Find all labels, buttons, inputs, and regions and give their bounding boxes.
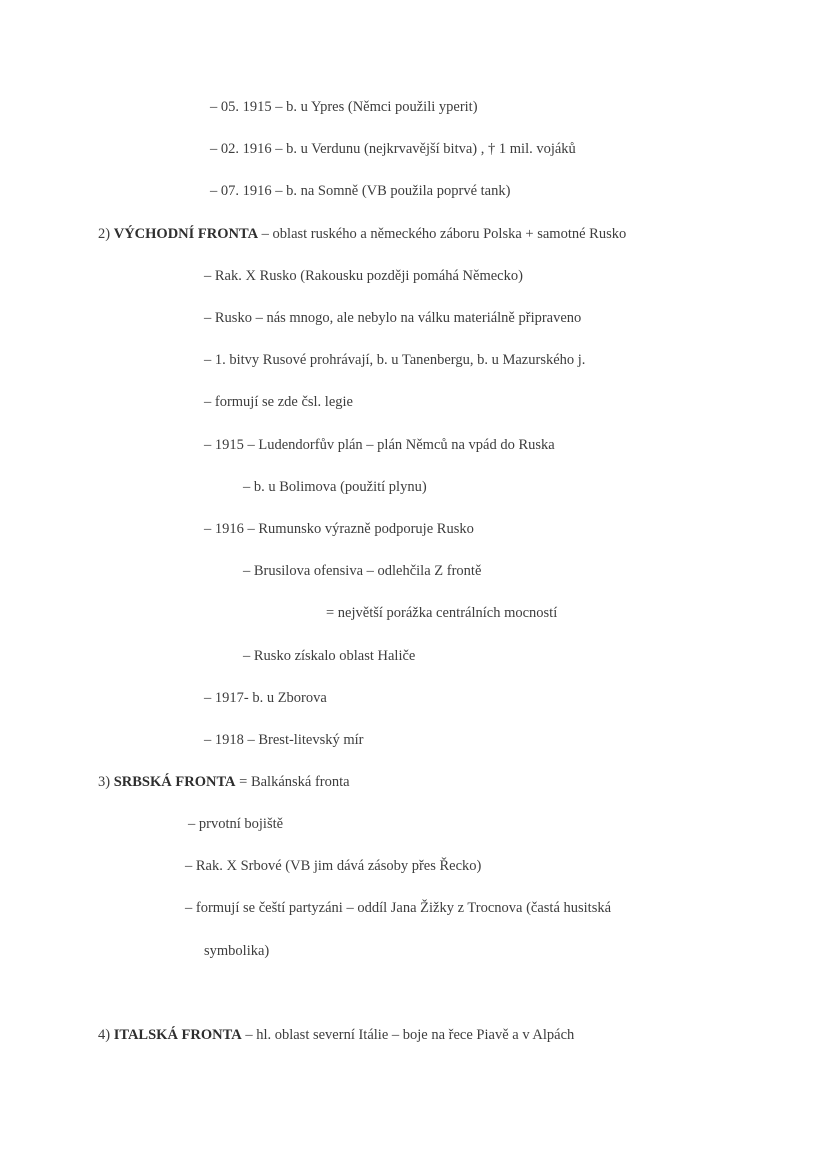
italian-front-heading xyxy=(98,1025,574,1045)
western-front-item: – 02. 1916 – b. u Verdunu (nejkrvavější bitva) , † 1 mil. vojáků xyxy=(210,141,576,157)
eastern-front-item: – Rak. X Rusko (Rakousku později pomáhá Německo) xyxy=(204,268,523,284)
section-description: – oblast ruského a německého záboru Polska + samotné Rusko xyxy=(258,226,627,242)
eastern-front-subitem: – Rusko získalo oblast Haliče xyxy=(243,648,416,664)
eastern-front-heading xyxy=(98,224,626,244)
section-number: 2) xyxy=(98,226,111,242)
eastern-front-item: – 1915 – Ludendorfův plán – plán Němců na vpád do Ruska xyxy=(204,437,555,453)
section-title: SRBSKÁ FRONTA xyxy=(113,774,236,790)
serbian-front-heading xyxy=(98,772,350,792)
eastern-front-subitem: = největší porážka centrálních mocností xyxy=(326,605,558,621)
serbian-front-item: – Rak. X Srbové (VB jim dává zásoby přes Řecko) xyxy=(185,858,482,874)
eastern-front-item: – formují se zde čsl. legie xyxy=(204,394,353,410)
section-description: – hl. oblast severní Itálie – boje na řece Piavě a v Alpách xyxy=(241,1027,575,1043)
western-front-item: – 07. 1916 – b. na Somně (VB použila poprvé tank) xyxy=(210,183,511,199)
section-title: ITALSKÁ FRONTA xyxy=(113,1027,242,1043)
eastern-front-item: – 1916 – Rumunsko výrazně podporuje Rusko xyxy=(204,521,474,537)
section-description: = Balkánská fronta xyxy=(235,774,350,790)
eastern-front-item: – Rusko – nás mnogo, ale nebylo na válku materiálně připraveno xyxy=(204,310,582,326)
section-number: 3) xyxy=(98,774,111,790)
eastern-front-subitem: – Brusilova ofensiva – odlehčila Z frontě xyxy=(243,563,482,579)
serbian-front-item-continuation: symbolika) xyxy=(204,943,270,959)
section-number: 4) xyxy=(98,1027,111,1043)
western-front-item: – 05. 1915 – b. u Ypres (Němci použili yperit) xyxy=(210,99,478,115)
section-title: VÝCHODNÍ FRONTA xyxy=(113,226,259,242)
serbian-front-item: – formují se čeští partyzáni – oddíl Jana Žižky z Trocnova (častá husitská xyxy=(185,900,612,916)
eastern-front-item: – 1. bitvy Rusové prohrávají, b. u Tanenbergu, b. u Mazurského j. xyxy=(204,352,586,368)
eastern-front-subitem: – b. u Bolimova (použití plynu) xyxy=(243,479,427,495)
eastern-front-item: – 1917- b. u Zborova xyxy=(204,690,327,706)
eastern-front-item: – 1918 – Brest-litevský mír xyxy=(204,732,364,748)
serbian-front-item: – prvotní bojiště xyxy=(188,816,284,832)
